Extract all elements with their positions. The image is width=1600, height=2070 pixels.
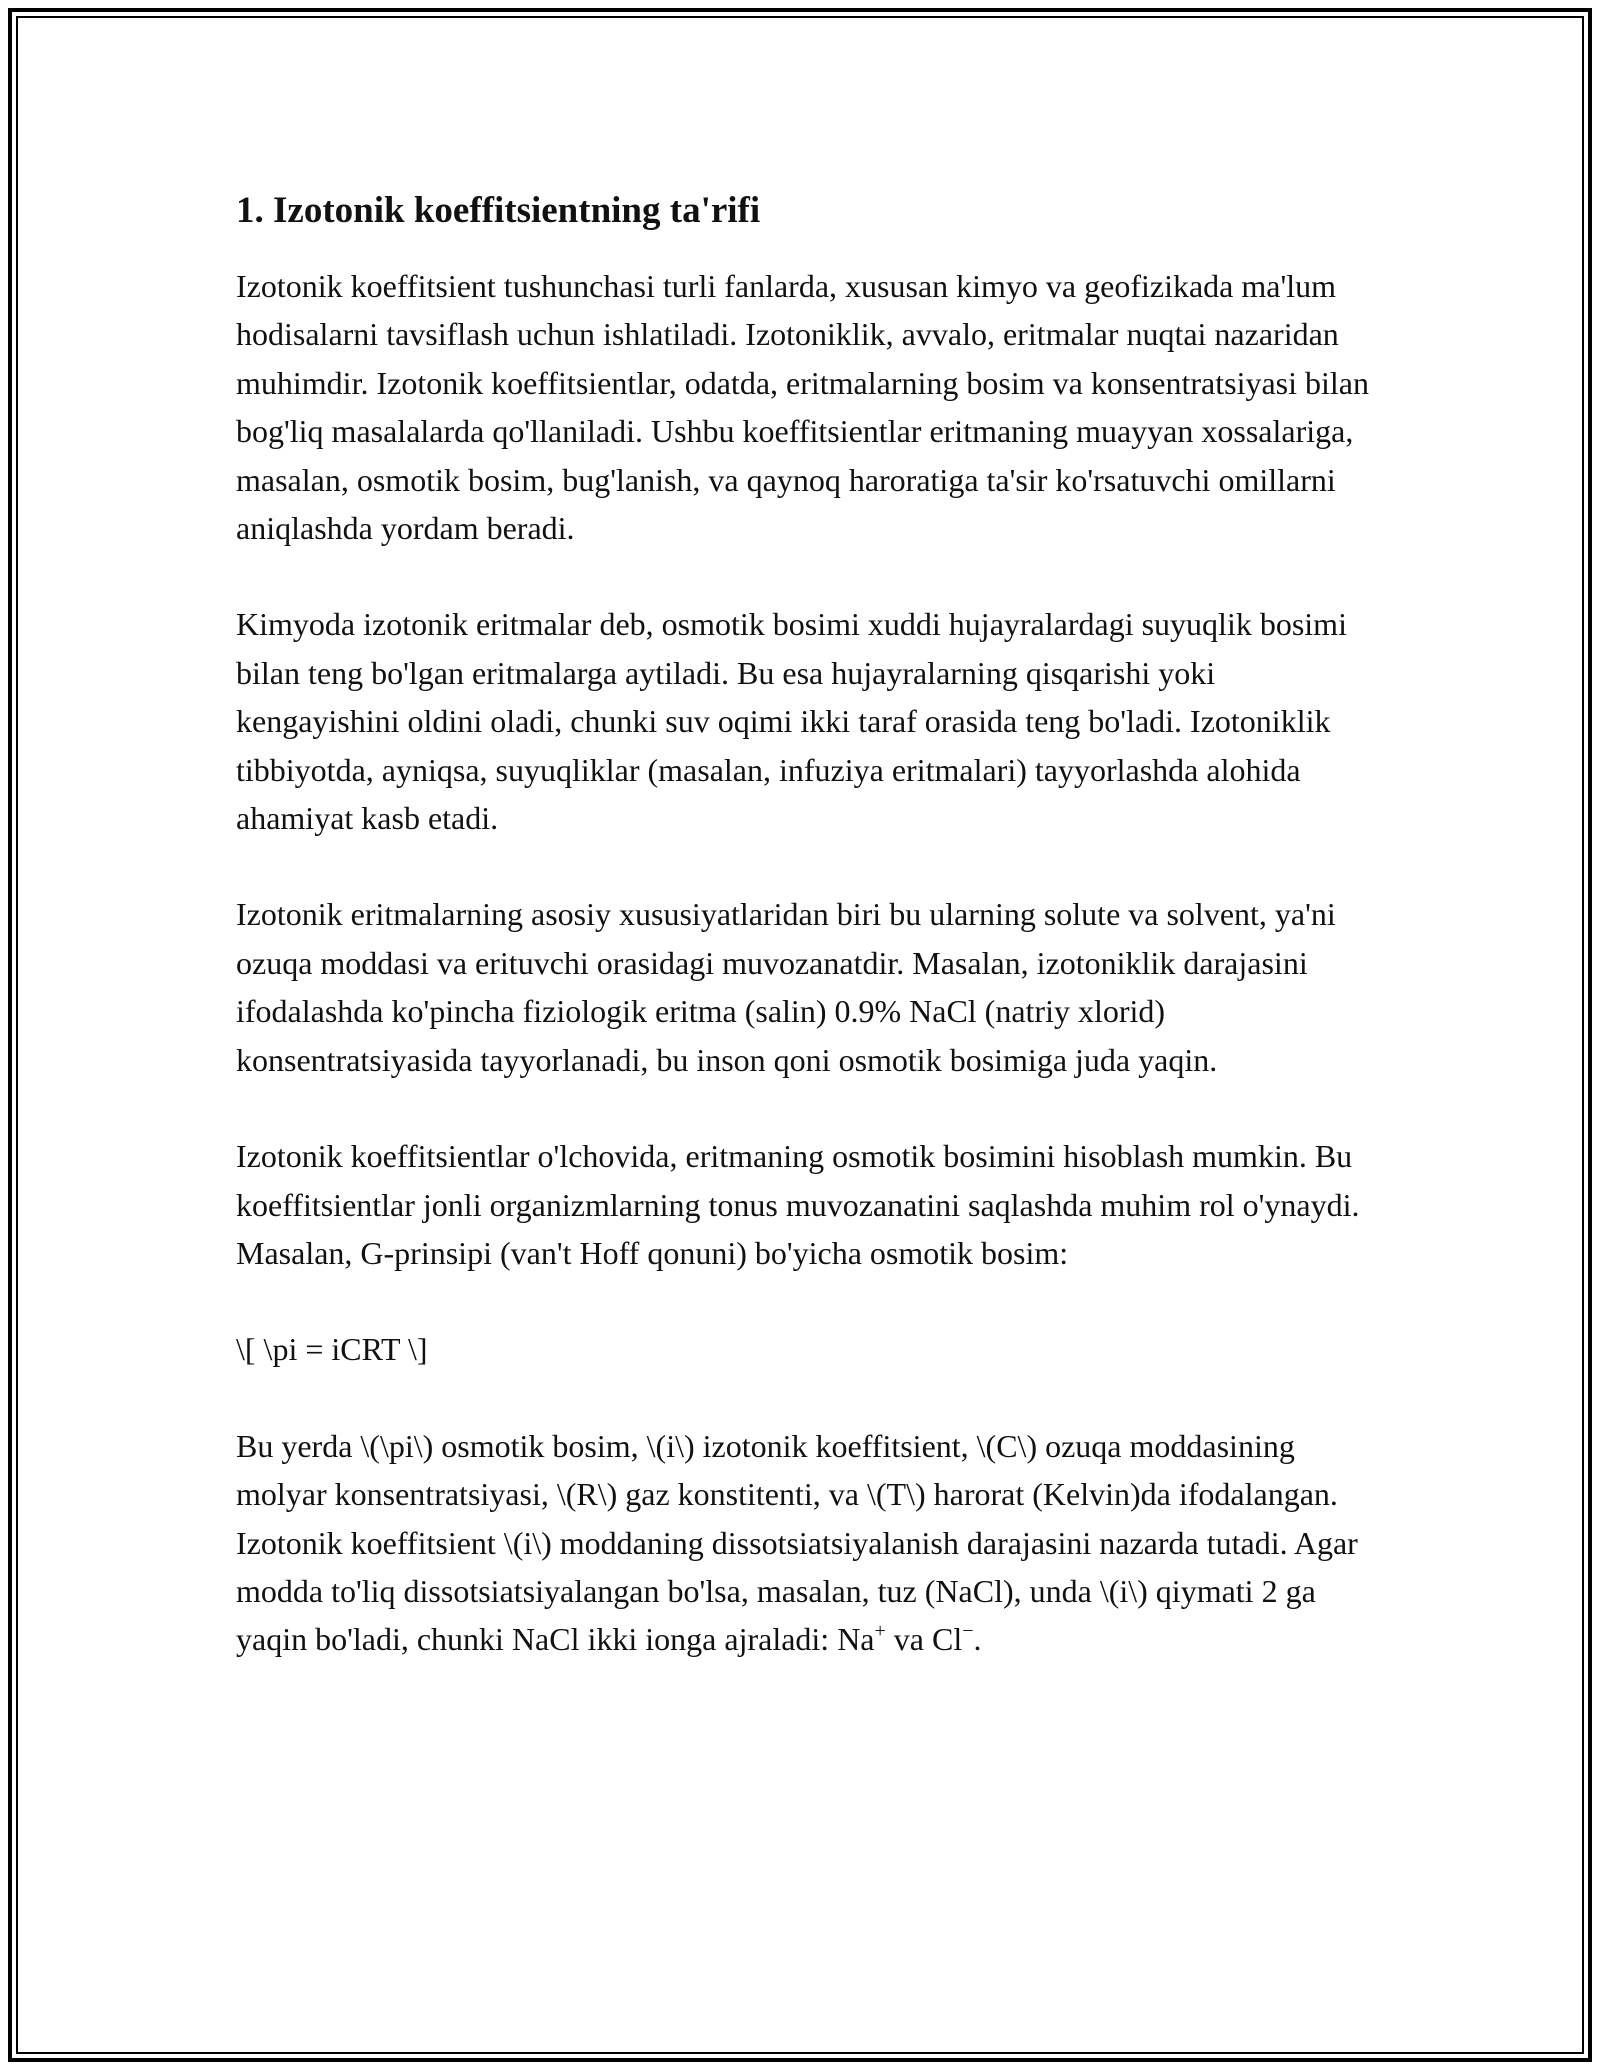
paragraph-osmotic-pressure: Izotonik koeffitsientlar o'lchovida, eritmaning osmotik bosimini hisoblash mumkin. Bu koeffitsientlar jonli organizmlarning tonus muvozanatini saqlashda muhim rol o'ynaydi. Masalan, G-prinsipi (van't Hoff qonuni) bo'yicha osmotik bosim: (236, 1138, 1360, 1271)
paragraph-explanation (236, 1422, 1376, 1664)
paragraph-chemistry: Kimyoda izotonik eritmalar deb, osmotik bosimi xuddi hujayralardagi suyuqlik bosimi bilan teng bo'lgan eritmalarga aytiladi. Bu esa hujayralarning qisqarishi yoki kengayishini oldini oladi, chunki suv oqimi ikki taraf orasida teng bo'ladi. Izotoniklik tibbiyotda, ayniqsa, suyuqliklar (masalan, infuziya eritmalari) tayyorlashda alohida ahamiyat kasb etadi. (236, 606, 1347, 837)
explanation-text-end: . (973, 1621, 982, 1658)
paragraph-properties: Izotonik eritmalarning asosiy xususiyatlaridan biri bu ularning solute va solvent, ya'ni ozuqa moddasi va erituvchi orasidagi muvozanatdir. Masalan, izotoniklik darajasini ifodalashda ko'pincha fiziologik eritma (salin) 0.9% NaCl (natriy xlorid) konsentratsiyasida tayyorlanadi, bu inson qoni osmotik bosimiga juda yaqin. (236, 896, 1336, 1078)
explanation-text: Bu yerda \(\pi\) osmotik bosim, \(i\) izotonik koeffitsient, \(C\) ozuqa moddasining molyar konsentratsiyasi, \(R\) gaz konstitenti, va \(T\) harorat (Kelvin)da ifodalangan. Izotonik koeffitsient \(i\) moddaning dissotsiatsiyalanish darajasini nazarda tutadi. Agar modda to'liq dissotsiatsiyalangan bo'lsa, masalan, tuz (NaCl), unda \(i\) qiymati 2 ga yaqin bo'ladi, chunki NaCl ikki ionga ajraladi: Na (236, 1427, 1358, 1658)
formula-vant-hoff: \[ \pi = iCRT \] (236, 1331, 428, 1368)
paragraph-definition: Izotonik koeffitsient tushunchasi turli fanlarda, xususan kimyo va geofizikada ma'lum hodisalarni tavsiflash uchun ishlatiladi. Izotoniklik, avvalo, eritmalar nuqtai nazaridan muhimdir. Izotonik koeffitsientlar, odatda, eritmalarning bosim va konsentratsiyasi bilan bog'liq masalalarda qo'llaniladi. Ushbu koeffitsientlar eritmaning muayyan xossalariga, masalan, osmotik bosim, bug'lanish, va qaynoq haroratiga ta'sir ko'rsatuvchi omillarni aniqlashda yordam beradi. (236, 268, 1369, 547)
sodium-charge: + (874, 1619, 886, 1642)
explanation-text-mid: va Cl (885, 1621, 963, 1658)
document-body (236, 186, 1376, 1712)
section-heading: 1. Izotonik koeffitsientning ta'rifi (236, 190, 761, 231)
chloride-charge: − (962, 1619, 974, 1642)
